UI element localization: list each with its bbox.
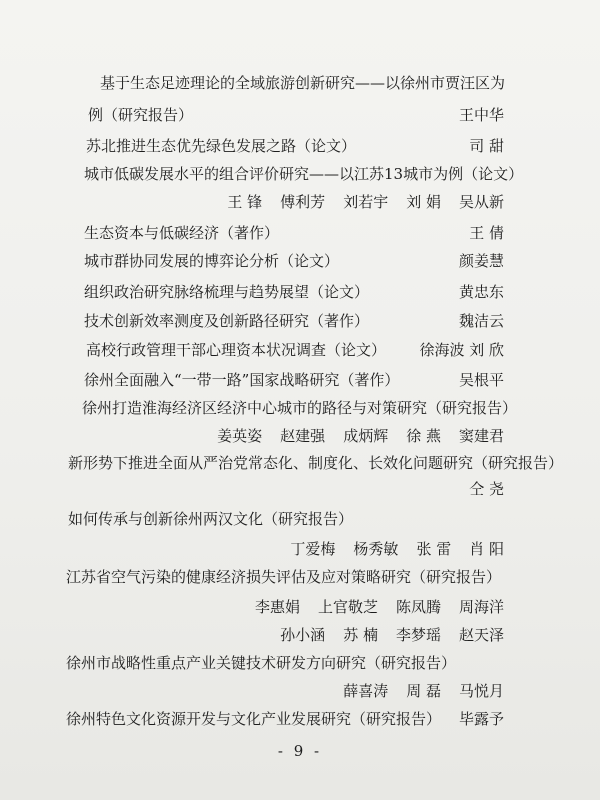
author-name: 孙小涵 (280, 626, 326, 644)
entry-title: 徐州市战略性重点产业关键技术研发方向研究（研究报告） (66, 654, 457, 672)
author-line (0, 191, 600, 213)
entry-line (0, 397, 600, 419)
entry-authors: 徐海波 刘 欣 (419, 341, 504, 359)
author-name: 窦建君 (458, 427, 504, 445)
author-list (0, 425, 504, 447)
author-list (0, 680, 504, 702)
entry-line (0, 310, 600, 332)
page-number: - 9 - (277, 742, 323, 760)
author-name: 李惠娟 (254, 598, 300, 616)
entry-title: 城市群协同发展的博弈论分析（论文） (84, 252, 340, 270)
author-line (0, 680, 600, 702)
entry-title: 生态资本与低碳经济（著作） (84, 224, 280, 242)
author-name: 刘若宇 (343, 193, 389, 211)
entry-title: 徐州全面融入“一带一路”国家战略研究（著作） (84, 371, 400, 389)
entry-title: 基于生态足迹理论的全域旅游创新研究——以徐州市贾汪区为 (100, 74, 506, 92)
author-list (0, 596, 504, 618)
entry-title: 苏北推进生态优先绿色发展之路（论文） (86, 137, 357, 155)
entry-line (0, 566, 600, 588)
entry-line (0, 104, 600, 126)
author-name: 周 磊 (406, 682, 441, 700)
entry-title: 组织政治研究脉络梳理与趋势展望（论文） (84, 283, 370, 301)
author-name: 苏 楠 (343, 626, 378, 644)
author-name: 赵天泽 (458, 626, 504, 644)
author-name: 杨秀敏 (353, 540, 399, 558)
entry-title: 城市低碳发展水平的组合评价研究——以江苏13城市为例（论文） (84, 165, 524, 183)
author-name: 吴从新 (458, 193, 504, 211)
entry-line (0, 369, 600, 391)
entry-title: 高校行政管理干部心理资本状况调查（论文） (86, 341, 387, 359)
entry-title: 徐州打造淮海经济区经济中心城市的路径与对策研究（研究报告） (82, 399, 518, 417)
author-name: 成炳辉 (343, 427, 389, 445)
author-name: 傅利芳 (280, 193, 326, 211)
author-name: 肖 阳 (469, 540, 504, 558)
entry-title: 徐州特色文化资源开发与文化产业发展研究（研究报告） (66, 710, 442, 728)
entry-line (0, 222, 600, 244)
author-list (0, 191, 504, 213)
author-name: 上官敬芝 (317, 598, 378, 616)
entry-title: 新形势下推进全面从严治党常态化、制度化、长效化问题研究（研究报告） (68, 454, 564, 472)
author-list (0, 624, 504, 646)
entry-title: 江苏省空气污染的健康经济损失评估及应对策略研究（研究报告） (66, 568, 502, 586)
entry-title: 例（研究报告） (88, 106, 194, 124)
author-line (0, 596, 600, 618)
entry-line (0, 281, 600, 303)
entry-line (0, 339, 600, 361)
entry-authors: 魏洁云 (458, 312, 504, 330)
entry-authors: 吴根平 (458, 371, 504, 389)
entry-authors: 司 甜 (469, 137, 504, 155)
entry-authors: 颜姜慧 (458, 252, 504, 270)
author-name: 李梦瑶 (395, 626, 441, 644)
entry-authors: 王中华 (458, 106, 504, 124)
author-name: 张 雷 (416, 540, 452, 558)
author-name: 王 锋 (227, 193, 263, 211)
author-name: 丁爱梅 (290, 540, 336, 558)
entry-line (0, 452, 600, 474)
author-line (0, 478, 600, 500)
author-list (0, 478, 504, 500)
entry-line (0, 135, 600, 157)
entry-line (0, 72, 600, 94)
author-name: 薛喜涛 (343, 682, 389, 700)
author-line (0, 624, 600, 646)
entry-authors: 黄忠东 (458, 283, 504, 301)
entry-authors: 毕露予 (458, 710, 504, 728)
entry-line (0, 508, 600, 530)
entry-line (0, 708, 600, 730)
entry-title: 技术创新效率测度及创新路径研究（著作） (84, 312, 370, 330)
entry-line (0, 652, 600, 674)
author-name: 刘 娟 (406, 193, 441, 211)
entry-title: 如何传承与创新徐州两汉文化（研究报告） (68, 510, 354, 528)
author-line (0, 425, 600, 447)
author-name: 徐 燕 (406, 427, 441, 445)
author-line (0, 538, 600, 560)
author-name: 赵建强 (280, 427, 326, 445)
entry-line (0, 163, 600, 185)
author-name: 姜英姿 (217, 427, 263, 445)
author-list (0, 538, 504, 560)
entry-authors: 王 倩 (469, 224, 504, 242)
author-name: 马悦月 (458, 682, 504, 700)
author-name: 仝 尧 (469, 480, 504, 498)
author-name: 周海洋 (458, 598, 504, 616)
author-name: 陈凤腾 (395, 598, 441, 616)
entry-line (0, 250, 600, 272)
